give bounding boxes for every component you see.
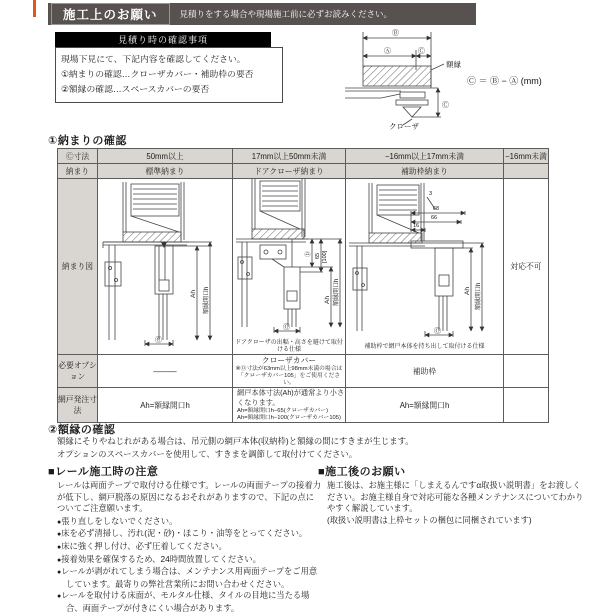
cell-option-col1: ――― bbox=[98, 355, 233, 388]
dim-c-label: Ⓒ bbox=[154, 336, 162, 344]
table-row-order bbox=[58, 388, 549, 423]
order-note-sub: Ah=額縁開口h−100(クローザカバー105) bbox=[237, 415, 341, 421]
dim-kaikou-label: 額縁開口h bbox=[333, 278, 340, 306]
figure-caption: ドアクローザの出幅・高さを避けて取付ける仕様 bbox=[235, 340, 343, 353]
quote-check-box bbox=[55, 47, 283, 103]
cell-type-col4 bbox=[504, 164, 549, 179]
cell-fig-label: 納まり図 bbox=[58, 179, 98, 355]
closer-label: クローザ bbox=[389, 122, 419, 131]
section2-body bbox=[57, 435, 587, 460]
cell-order-col4 bbox=[504, 388, 549, 423]
rail-note-item: ● 床を必ず清掃し、汚れ(泥・砂)・ほこり・油等をとってください。 bbox=[57, 528, 321, 541]
dim-a-label: Ⓐ bbox=[384, 48, 391, 55]
header-subtitle: 見積りをする場合や現場施工前に必ずお読みください。 bbox=[179, 9, 393, 19]
standard-fitting-diagram bbox=[99, 182, 232, 350]
formula-label: Ⓒ ＝ Ⓑ − Ⓐ (mm) bbox=[467, 76, 542, 86]
cell-order-col2 bbox=[233, 388, 346, 423]
cell-type-col1: 標準納まり bbox=[98, 164, 233, 179]
quote-check-line: ①納まりの確認…クローザカバー・補助枠の要否 bbox=[61, 69, 254, 79]
dim-65-label: 65 bbox=[314, 252, 321, 259]
section2-line: オプションのスペースカバーを使用して、すきまを調節して取付けてください。 bbox=[57, 448, 358, 459]
cell-option-col2 bbox=[233, 355, 346, 388]
cell-type-label: 納まり bbox=[58, 164, 98, 179]
quote-check-line: ②額縁の確認…スペースカバーの要否 bbox=[61, 84, 210, 94]
section2-line: 額縁にそりやねじれがある場合は、吊元側の網戸本体(収納枠)と額縁の間にすきまが生じます。 bbox=[57, 436, 414, 446]
door-closer-fitting-diagram bbox=[234, 179, 345, 337]
rail-note-item: ● 張り直しをしないでください。 bbox=[57, 516, 321, 529]
cell-size-col1: 50mm以上 bbox=[98, 149, 233, 164]
quote-check-title: 見積り時の確認事項 bbox=[55, 32, 271, 47]
cell-size-col2: 17mm以上50mm未満 bbox=[233, 149, 346, 164]
dim-100-label: [100] bbox=[321, 250, 328, 263]
cell-type-col2: ドアクローザ納まり bbox=[233, 164, 346, 179]
dim-c-side-label: Ⓒ bbox=[442, 102, 449, 109]
cell-fig-unavailable: 対応不可 bbox=[504, 179, 549, 355]
section2-title: ②額縁の確認 bbox=[48, 424, 116, 436]
cell-size-col4: −16mm未満 bbox=[504, 149, 549, 164]
dim-c-label: Ⓒ bbox=[282, 324, 290, 331]
cell-fig-standard bbox=[98, 179, 233, 355]
rail-notes-section bbox=[48, 463, 321, 615]
rail-notes-title: ■レール施工時の注意 bbox=[48, 466, 159, 478]
closer-cover-title: クローザカバー bbox=[261, 356, 317, 365]
rail-note-item: ● レールが剥がれてしまう場合は、メンテナンス用両面テープをご用意しています。最寄りの弊社営業所にお問い合わせください。 bbox=[57, 566, 321, 590]
table-row-figure bbox=[58, 179, 549, 355]
cell-fig-auxiliary-frame bbox=[346, 179, 504, 355]
after-install-title: ■施工後のお願い bbox=[318, 466, 406, 478]
dim-ah-label: Ah bbox=[323, 296, 331, 304]
frame-label: 額縁 bbox=[446, 60, 461, 69]
dim-ah-label: Ah bbox=[189, 289, 197, 298]
cell-option-label: 必要オプション bbox=[58, 355, 98, 388]
section1-title: ①納まりの確認 bbox=[48, 135, 127, 147]
dim-kaikou-label: 額縁開口h bbox=[203, 286, 210, 314]
rail-note-item: ● レールを取付ける床面が、モルタル仕様、タイルの目地に当たる場合、両面テープが付きにくい場合があります。 bbox=[57, 590, 321, 614]
header-bar bbox=[48, 3, 476, 25]
cell-order-col3: Ah=額縁開口h bbox=[346, 388, 504, 423]
cell-size-label: Ⓒ寸法 bbox=[58, 149, 98, 164]
cell-type-col3: 補助枠納まり bbox=[346, 164, 504, 179]
dim-b-label: Ⓑ bbox=[392, 30, 399, 37]
cell-fig-door-closer bbox=[233, 179, 346, 355]
order-note-main: 網戸本体寸法(Ah)が通常より小さくなります。 bbox=[237, 388, 345, 407]
cell-option-col4 bbox=[504, 355, 549, 388]
dim-3-label: 3 bbox=[428, 190, 432, 197]
rail-note-item: ● 床に強く押し付け、必ず圧着してください。 bbox=[57, 541, 321, 554]
dim-d-label: Ⓓ bbox=[305, 250, 312, 257]
dim-16-label: 16 bbox=[412, 222, 419, 229]
table-row-size bbox=[58, 149, 549, 164]
cell-size-col3: −16mm以上17mm未満 bbox=[346, 149, 504, 164]
closer-cover-note: 「クローザカバー105」をご使用ください。 bbox=[237, 373, 341, 386]
page-title: 施工上のお願い bbox=[51, 3, 170, 25]
auxiliary-frame-fitting-diagram bbox=[347, 183, 503, 341]
order-note-sub: Ah=額縁開口h−65(クローザカバー) bbox=[237, 408, 329, 414]
after-install-body: 施工後は、お施主様に「しまえるんですα取扱い説明書」をお渡しください。お施主様自身で対応可能な各種メンテナンスについてわかりやすく解説しています。 bbox=[327, 480, 584, 514]
dim-kaikou-label: 額縁開口h bbox=[475, 282, 482, 310]
dim-68-label: 68 bbox=[432, 205, 439, 212]
cell-option-col3: 補助枠 bbox=[346, 355, 504, 388]
table-row-type bbox=[58, 164, 549, 179]
cell-order-label: 網戸発注寸法 bbox=[58, 388, 98, 423]
rail-notes-intro: レールは両面テープで取付ける仕様です。レールの両面テープの接着力が低下し、網戸脱落の原因になるおそれがありますので、下記の点についてご注意願います。 bbox=[57, 480, 321, 514]
rail-note-item: ● 接着効果を確保するため、24時間放置してください。 bbox=[57, 554, 321, 567]
cell-order-col1: Ah=額縁開口h bbox=[98, 388, 233, 423]
after-install-section bbox=[318, 463, 586, 526]
quote-check-line: 現場下見にて、下記内容を確認してください。 bbox=[61, 54, 246, 64]
dim-ah-label: Ah bbox=[463, 286, 471, 295]
overview-diagram bbox=[343, 24, 593, 134]
after-install-note: (取扱い説明書は上枠セットの梱包に同梱されています) bbox=[327, 514, 532, 525]
fitting-table bbox=[57, 148, 549, 423]
table-row-option bbox=[58, 355, 549, 388]
figure-caption: 補助枠で網戸本体を持ち出して取付ける仕様 bbox=[364, 343, 485, 350]
page-index-tick bbox=[33, 0, 36, 17]
dim-c-top-label: Ⓒ bbox=[418, 48, 425, 55]
dim-66-label: 66 bbox=[430, 214, 437, 221]
closer-cover-note: ※Ⓓ寸法が63mm以上98mm未満の場合は bbox=[235, 366, 343, 372]
dim-c-label: Ⓒ bbox=[433, 327, 441, 335]
